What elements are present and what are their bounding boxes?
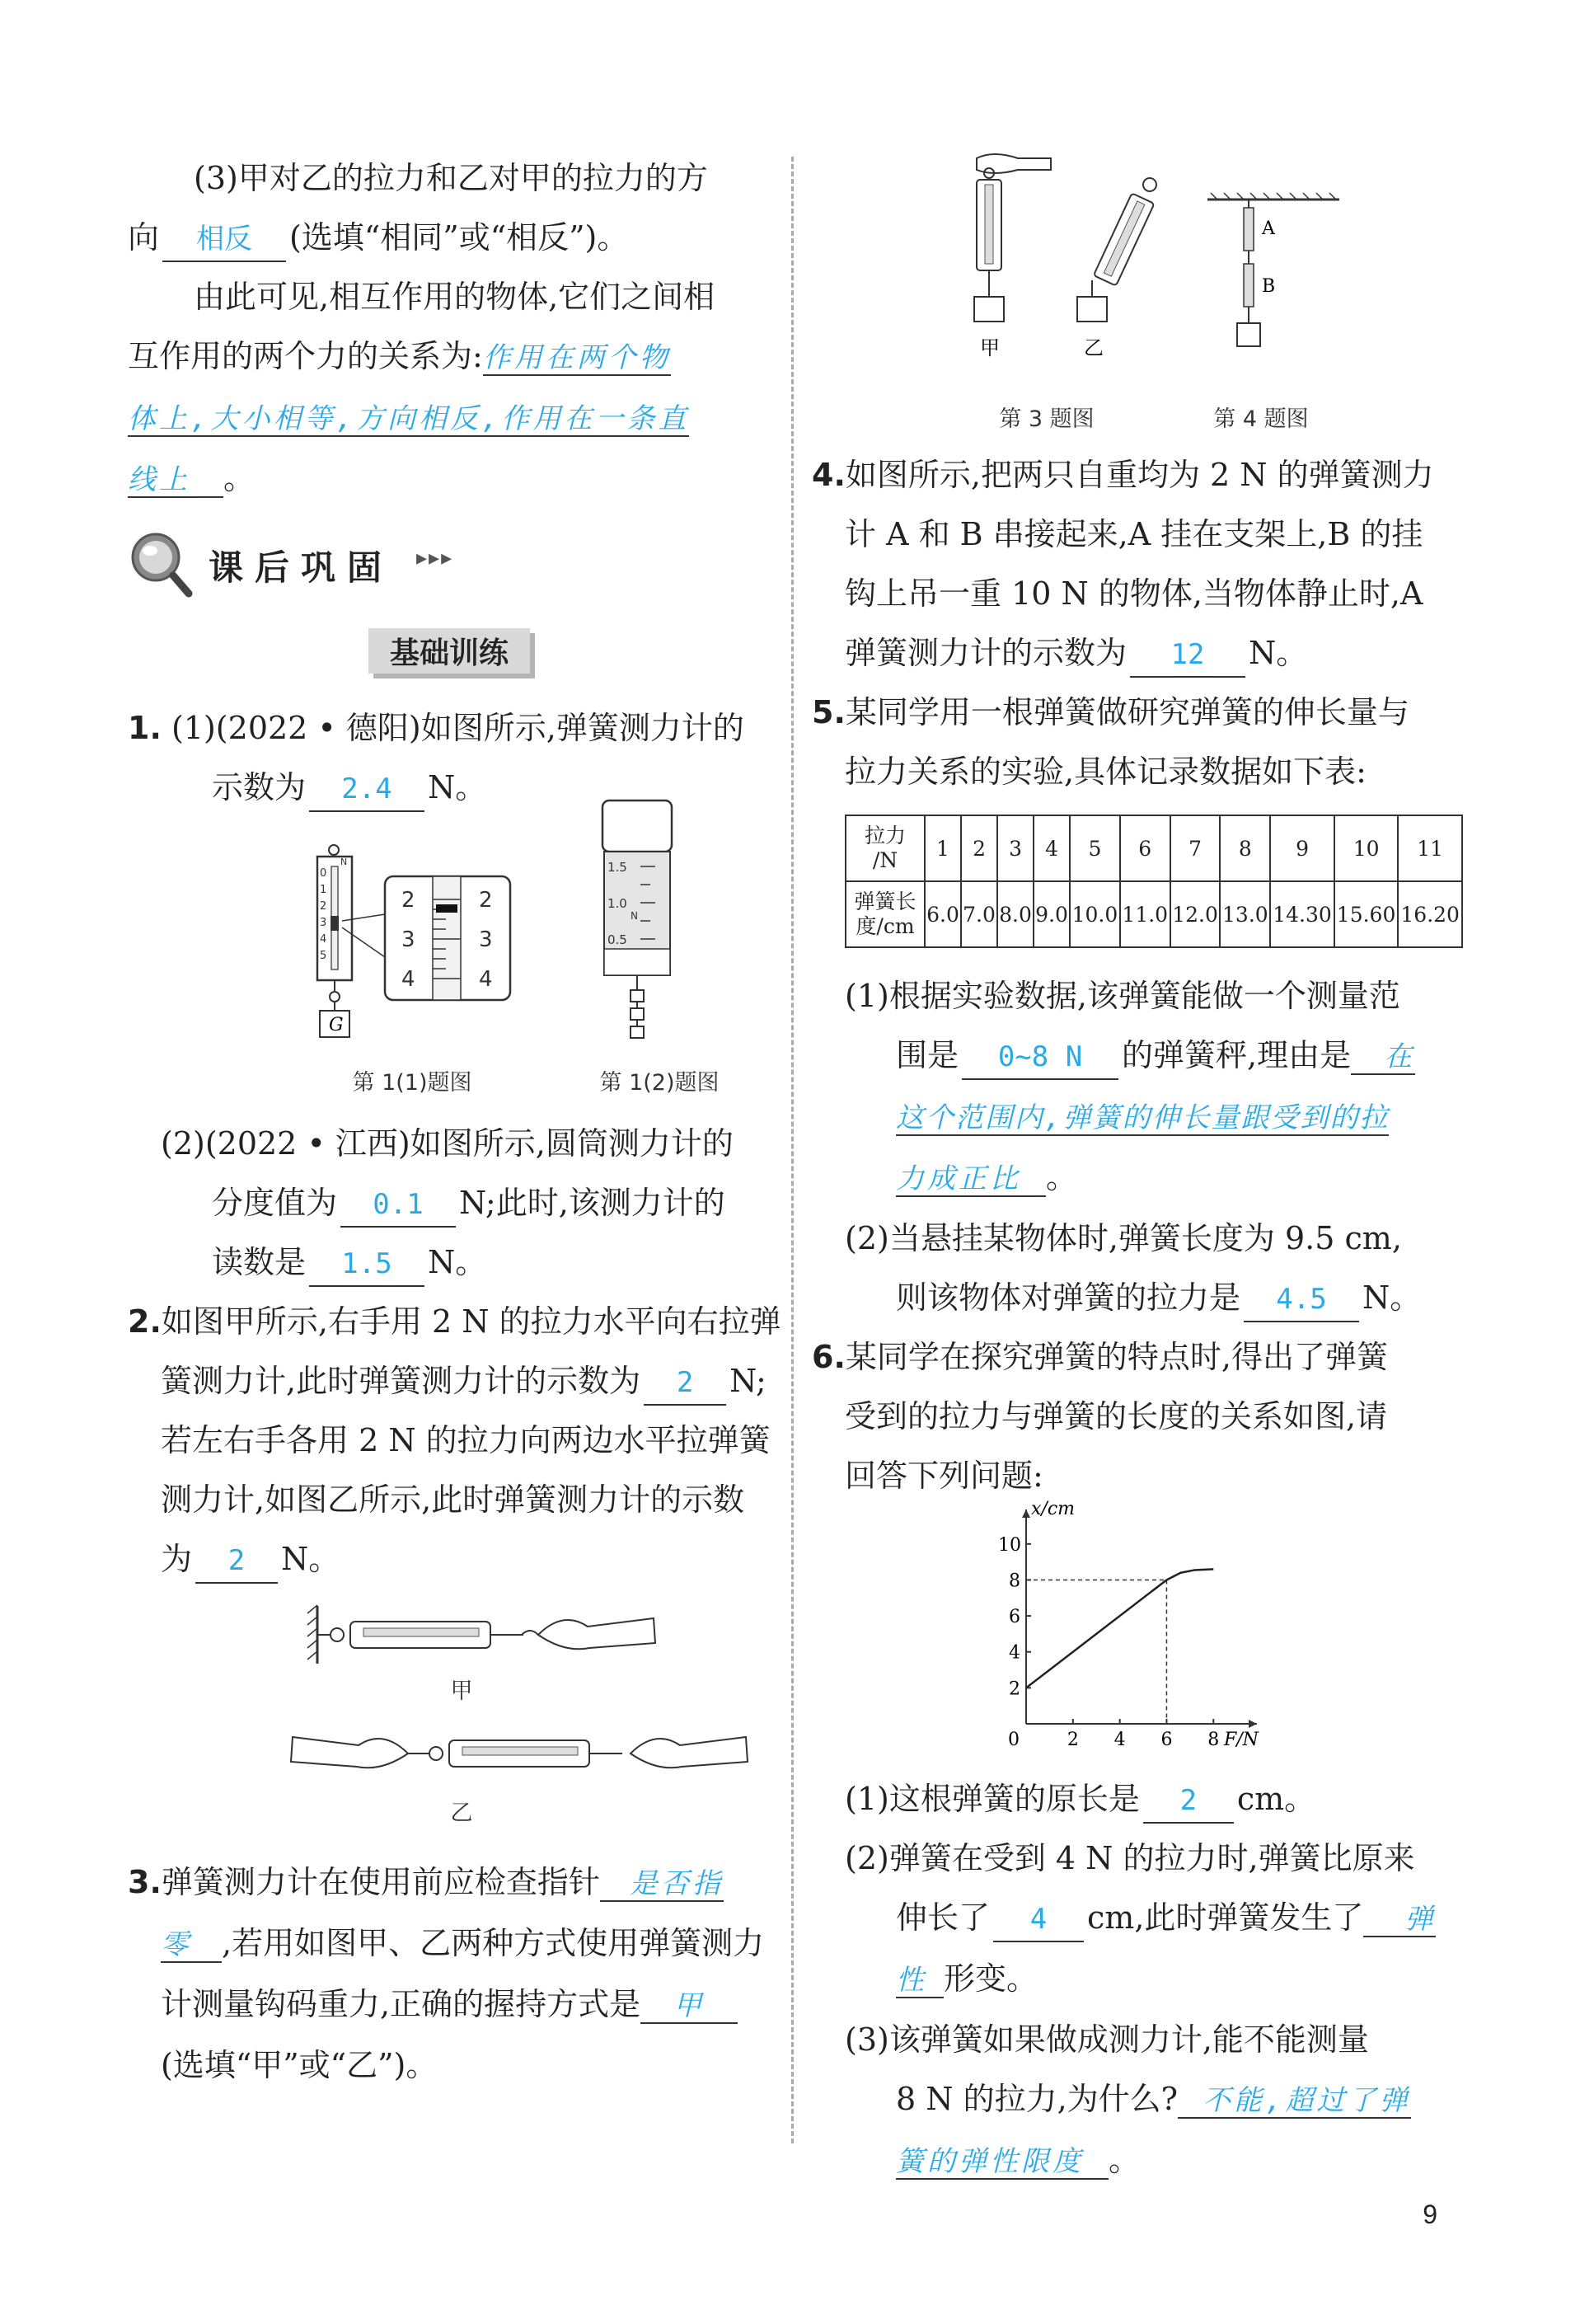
q2-line4: 测力计,如图乙所示,此时弹簧测力计的示数	[161, 1481, 745, 1518]
figure-label: 甲	[450, 1678, 473, 1704]
zoom-tick-left: 3	[401, 927, 415, 952]
handwritten-answer: 零	[161, 1928, 222, 1963]
figure-label: 甲	[980, 336, 1000, 359]
figure-caption: 第 1(1)题图	[352, 1070, 472, 1096]
scales-in-series	[1199, 190, 1348, 371]
horizontal-scale-jia	[301, 1602, 762, 1668]
scale-tick: 1	[320, 884, 327, 896]
table-cell: 2	[961, 815, 997, 881]
q1-2-line2: 分度值为 0.1 N;此时,该测力计的	[128, 1173, 771, 1232]
scale-tick: 0	[320, 867, 327, 880]
scale-tick: 3	[320, 917, 327, 929]
section-title: 课后巩固	[209, 547, 394, 588]
handwritten-answer: 性	[896, 1964, 944, 1998]
q2-line2: 簧测力计,此时弹簧测力计的示数为 2 N;	[128, 1351, 771, 1411]
table-cell: 13.0	[1220, 881, 1270, 947]
q4-line1: 4.如图所示,把两只自重均为 2 N 的弹簧测力	[812, 457, 1434, 493]
q6-line3: 回答下列问题:	[845, 1458, 1043, 1494]
table-cell: 4	[1034, 815, 1070, 881]
right-column	[812, 148, 1463, 2191]
figure-q1	[128, 817, 771, 1114]
figure-q2	[128, 1589, 771, 1852]
handwritten-answer: 不能,超过了弹	[1178, 2084, 1410, 2119]
q6-line2: 受到的拉力与弹簧的长度的关系如图,请	[845, 1398, 1388, 1434]
q1-line1: 1. (1)(2022 • 德阳)如图所示,弹簧测力计的	[128, 710, 744, 746]
conclusion-line2: 互作用的两个力的关系为:作用在两个物	[128, 338, 671, 374]
handwritten-answer: 这个范围内,弹簧的伸长量跟受到的拉	[896, 1101, 1390, 1134]
handwritten-answer: 甲	[640, 1989, 738, 2024]
left-column	[128, 148, 781, 2095]
table-cell: 8	[1220, 815, 1270, 881]
handwritten-answer: 簧的弹性限度	[896, 2145, 1109, 2180]
series-line	[1026, 1569, 1213, 1688]
table-cell: 11.0	[1120, 881, 1170, 947]
answer-blank: 2	[1143, 1779, 1234, 1824]
table-row	[846, 815, 1462, 881]
answer-blank: 2.4	[309, 768, 424, 812]
scale-hand-held-jia	[952, 148, 1076, 371]
table-cell: 11	[1398, 815, 1462, 881]
table-cell: 1	[925, 815, 961, 881]
scale-tick: 4	[320, 933, 327, 946]
q6-2-line3: 性 形变。	[896, 1960, 1038, 1997]
figure-q3-q4	[812, 140, 1463, 445]
q5-1-line4: 力成正比 。	[896, 1159, 1078, 1195]
handwritten-answer: 弹	[1363, 1903, 1436, 1937]
figure-caption: 第 3 题图	[999, 406, 1095, 432]
q1-2-line1: (2)(2022 • 江西)如图所示,圆筒测力计的	[161, 1125, 734, 1162]
x-tick-label: 8	[1207, 1730, 1220, 1750]
handwritten-answer: 线上	[128, 463, 223, 498]
badge-row	[128, 628, 771, 674]
cylinder-tick: 1.5	[607, 860, 627, 875]
q5-1-line1: (1)根据实验数据,该弹簧能做一个测量范	[845, 978, 1400, 1014]
table-cell: 9	[1270, 815, 1334, 881]
figure-caption: 第 1(2)题图	[599, 1070, 720, 1096]
scale-a-label: A	[1262, 218, 1275, 239]
handwritten-answer: 是否指	[600, 1867, 724, 1902]
q6-line1: 6.某同学在探究弹簧的特点时,得出了弹簧	[812, 1339, 1388, 1375]
q1-2-line3: 读数是 1.5 N。	[128, 1232, 771, 1292]
q3-line3: 计测量钩码重力,正确的握持方式是 甲	[128, 1974, 771, 2035]
table-cell: 6	[1120, 815, 1170, 881]
table-cell: 12.0	[1170, 881, 1221, 947]
q1-line2: 示数为 2.4 N。	[128, 758, 771, 817]
data-table	[845, 815, 1463, 948]
q4-line3: 钩上吊一重 10 N 的物体,当物体静止时,A	[845, 575, 1423, 612]
section-arrows-icon: ▸▸▸	[416, 546, 454, 570]
q5-line1: 5.某同学用一根弹簧做研究弹簧的伸长量与	[812, 694, 1409, 730]
answer-blank: 12	[1130, 633, 1245, 678]
magnifier-icon	[128, 526, 194, 600]
chart-container	[812, 1499, 1463, 1769]
section-badge: 基础训练	[368, 628, 530, 674]
table-row	[846, 881, 1462, 947]
zoom-tick-left: 4	[401, 967, 415, 992]
q6-2-line2: 伸长了 4 cm,此时弹簧发生了 弹	[812, 1888, 1463, 1949]
answer-blank: 2	[644, 1361, 726, 1406]
y-axis-arrow	[1022, 1509, 1030, 1518]
x-tick-label: 6	[1160, 1730, 1173, 1750]
spring-scale-figure	[309, 842, 606, 1052]
page-number: 9	[1423, 2200, 1437, 2229]
x-axis-label: F/N	[1224, 1730, 1259, 1750]
column-divider	[791, 157, 794, 2143]
q5-2-line2: 则该物体对弹簧的拉力是 4.5 N。	[812, 1268, 1463, 1327]
y-tick-label: 2	[1009, 1678, 1020, 1700]
q4-line4: 弹簧测力计的示数为 12 N。	[812, 623, 1463, 683]
q5-line2: 拉力关系的实验,具体记录数据如下表:	[845, 754, 1367, 790]
answer-blank: 0.1	[340, 1183, 456, 1228]
scale-hand-held-yi	[1059, 173, 1183, 371]
handwritten-answer: 在	[1351, 1040, 1415, 1075]
conclusion-line3	[128, 387, 771, 448]
origin-label: 0	[1008, 1730, 1020, 1750]
q-prev-3-line1: (3)甲对乙的拉力和乙对甲的拉力的方	[194, 160, 708, 196]
table-cell: 7	[1170, 815, 1221, 881]
q2-line1: 2.如图甲所示,右手用 2 N 的拉力水平向右拉弹	[128, 1303, 781, 1340]
cylinder-tick: 1.0	[607, 896, 627, 911]
table-cell: 10	[1334, 815, 1399, 881]
table-cell: 10.0	[1070, 881, 1120, 947]
q5-2-line1: (2)当悬挂某物体时,弹簧长度为 9.5 cm,	[845, 1220, 1402, 1256]
cylinder-scale-figure	[589, 792, 688, 1064]
weight-label: G	[329, 1015, 344, 1035]
table-cell: 16.20	[1398, 881, 1462, 947]
q-prev-3-line2: 向 相反 (选填“相同”或“相反”)。	[128, 208, 771, 267]
zoom-tick-right: 3	[479, 927, 493, 952]
section-header	[128, 518, 771, 608]
q3-line1: 3.弹簧测力计在使用前应检查指针 是否指	[128, 1864, 724, 1900]
zoom-tick-right: 2	[479, 888, 493, 913]
unit-label: N	[631, 910, 638, 922]
x-tick-label: 2	[1067, 1730, 1079, 1750]
conclusion-line4: 线上 。	[128, 460, 256, 496]
scale-b-label: B	[1262, 276, 1276, 297]
q6-2-line1: (2)弹簧在受到 4 N 的拉力时,弹簧比原来	[845, 1840, 1415, 1876]
answer-blank: 4.5	[1244, 1278, 1359, 1322]
table-cell: 7.0	[961, 881, 997, 947]
scale-tick: 5	[320, 950, 327, 962]
y-tick-label: 10	[998, 1534, 1021, 1556]
table-cell: 15.60	[1334, 881, 1399, 947]
q6-3-line1: (3)该弹簧如果做成测力计,能不能测量	[845, 2021, 1369, 2058]
x-axis-arrow	[1249, 1720, 1257, 1728]
handwritten-answer: 体上,大小相等,方向相反,作用在一条直	[128, 402, 690, 435]
q5-1-line3	[812, 1087, 1463, 1148]
unit-label: N	[340, 857, 348, 867]
q4-line2: 计 A 和 B 串接起来,A 挂在支架上,B 的挂	[845, 516, 1423, 552]
q6-1-line: (1)这根弹簧的原长是 2 cm。	[812, 1769, 1463, 1829]
horizontal-scale-yi	[284, 1721, 762, 1786]
table-cell: 14.30	[1270, 881, 1334, 947]
handwritten-answer: 作用在两个物	[482, 341, 671, 374]
answer-blank: 0~8 N	[962, 1035, 1118, 1080]
y-tick-label: 6	[1009, 1607, 1020, 1628]
zoom-tick-left: 2	[401, 888, 415, 913]
figure-label: 乙	[450, 1801, 473, 1826]
q2-line3: 若左右手各用 2 N 的拉力向两边水平拉弹簧	[161, 1422, 771, 1458]
table-header-cell: 拉力 /N	[846, 815, 925, 881]
q6-3-line2: 8 N 的拉力,为什么? 不能,超过了弹	[896, 2081, 1411, 2117]
x-tick-label: 4	[1113, 1730, 1126, 1750]
table-cell: 6.0	[925, 881, 961, 947]
q3-line4: (选填“甲”或“乙”)。	[161, 2047, 438, 2083]
table-cell: 3	[997, 815, 1034, 881]
y-tick-label: 4	[1009, 1642, 1020, 1664]
table-cell: 5	[1070, 815, 1120, 881]
figure-caption: 第 4 题图	[1213, 406, 1309, 432]
q2-line5: 为 2 N。	[128, 1529, 771, 1589]
q6-3-line3: 簧的弹性限度 。	[896, 2142, 1141, 2178]
handwritten-answer: 力成正比	[896, 1162, 1046, 1197]
answer-blank: 相反	[162, 218, 286, 262]
answer-blank: 2	[195, 1539, 278, 1584]
answer-blank: 4	[993, 1898, 1084, 1942]
figure-label: 乙	[1084, 336, 1104, 359]
zoom-tick-right: 4	[479, 967, 493, 992]
q3-line2: 零 ,若用如图甲、乙两种方式使用弹簧测力	[161, 1925, 765, 1961]
conclusion-line1: 由此可见,相互作用的物体,它们之间相	[194, 279, 715, 315]
y-axis-label: x/cm	[1031, 1499, 1076, 1519]
table-cell: 8.0	[997, 881, 1034, 947]
length-force-chart	[985, 1499, 1265, 1761]
scale-tick: 2	[320, 900, 327, 913]
table-cell: 9.0	[1034, 881, 1070, 947]
answer-blank: 1.5	[309, 1242, 424, 1287]
q5-1-line2: 围是 0~8 N 的弹簧秤,理由是 在	[812, 1026, 1463, 1087]
cylinder-tick: 0.5	[607, 932, 627, 947]
y-tick-label: 8	[1009, 1570, 1020, 1592]
table-header-cell: 弹簧长 度/cm	[846, 881, 925, 947]
